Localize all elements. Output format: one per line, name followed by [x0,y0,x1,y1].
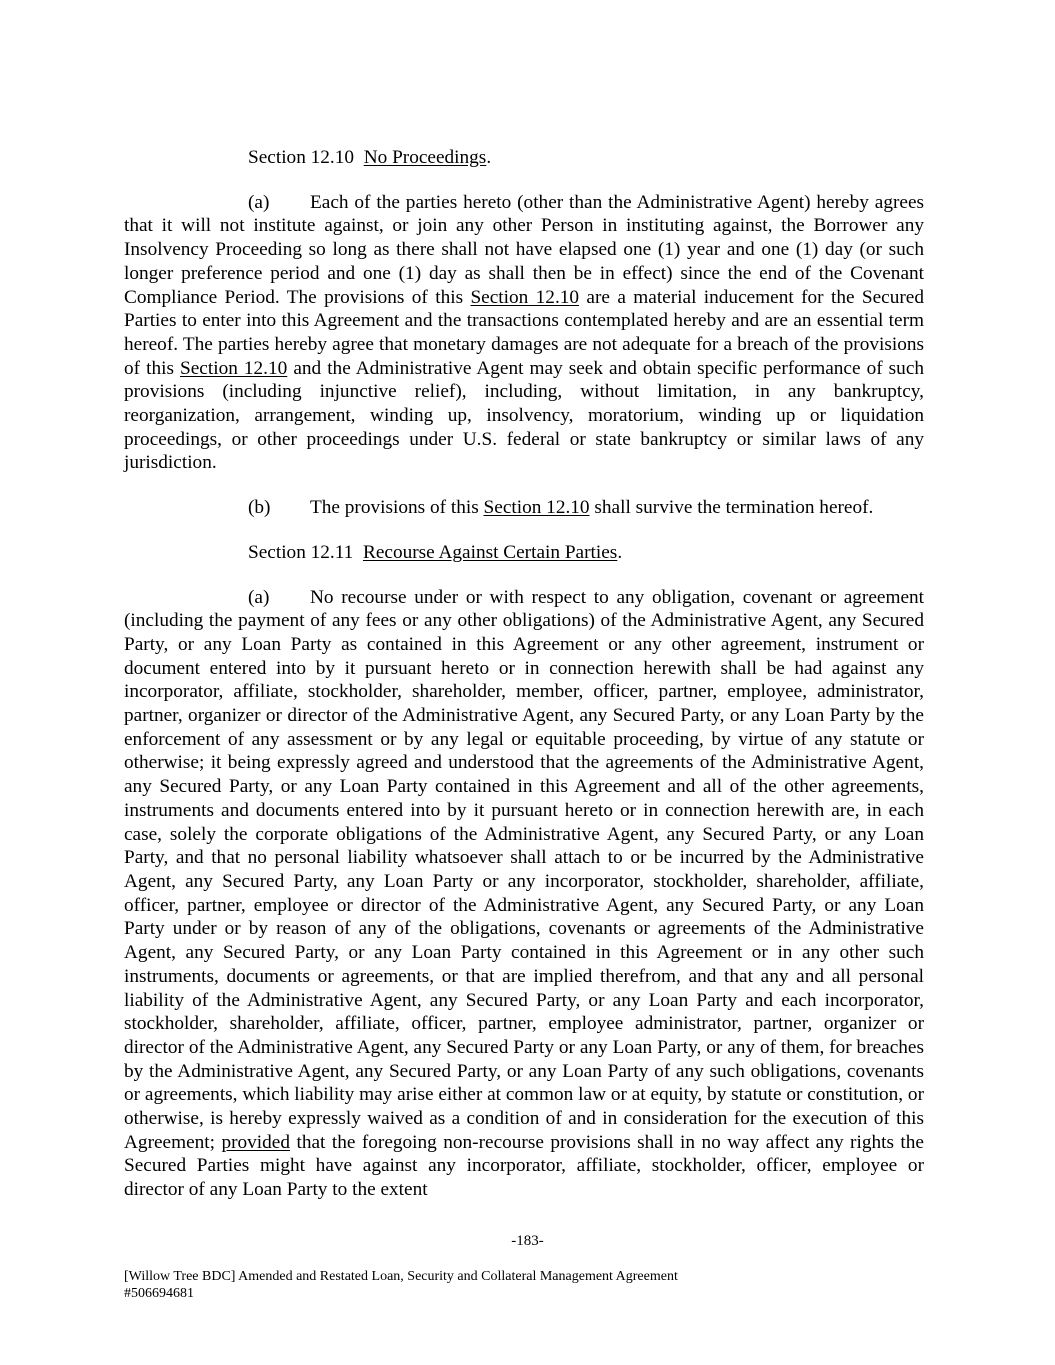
section-12-10-a [124,191,924,475]
cross-reference: Section 12.10 [180,357,288,379]
clause-text: No recourse under or with respect to any obligation, covenant or agreement (including the payment of any fees or any other obligations) of the Administrative Agent, any Secured Party, or any Loan Party as contained in this Agreement or any other agreement, instrument or document entered into by it pursuant hereto or in connection herewith shall be had against any incorporator, affiliate, stockholder, shareholder, member, officer, partner, employee, administrator, partner, organizer or director of the Administrative Agent, any Secured Party, or any Loan Party by the enforcement of any assessment or by any legal or equitable proceeding, by virtue of any statute or otherwise; it being expressly agreed and understood that the agreements of the Administrative Agent, any Secured Party, or any Loan Party contained in this Agreement and all of the other agreements, instruments and documents entered into by it pursuant hereto or in connection herewith are, in each case, solely the corporate obligations of the Administrative Agent, any Secured Party, or any Loan Party, and that no personal liability whatsoever shall attach to or be incurred by the Administrative Agent, any Secured Party, any Loan Party or any incorporator, stockholder, shareholder, affiliate, officer, partner, employee or director of the Administrative Agent, any Secured Party, or any Loan Party under or by reason of any of the obligations, covenants or agreements of the Administrative Agent, any Secured Party, or any Loan Party contained in this Agreement or in any other such instruments, documents or agreements, or that are implied therefrom, and that any and all personal liability of the Administrative Agent, any Secured Party, or any Loan Party and each incorporator, stockholder, shareholder, affiliate, officer, partner, employee administrator, partner, organizer or director of the Administrative Agent, any Secured Party or any Loan Party, or any of them, for breaches by the Administrative Agent, any Secured Party, or any Loan Party of any such obligations, covenants or agreements, which liability may arise either at common law or at equity, by statute or constitution, or otherwise, is hereby expressly waived as a condition of and in consideration for the execution of this Agreement; [124,586,924,1153]
section-title: Recourse Against Certain Parties [362,541,618,563]
clause-text: and the Administrative Agent may seek and obtain specific performance of such provisions (including injunctive relief), including, without limitation, in any bankruptcy, reorganization, arrangement, winding up, insolvency, moratorium, winding up or liquidation proceedings, or other proceedings under U.S. federal or state bankruptcy or similar laws of any jurisdiction. [124,357,925,474]
clause-text: shall survive the termination hereof. [594,497,874,519]
clause-text: that the foregoing non-recourse provisions shall in no way affect any rights the Secured Parties might have against any incorporator, affiliate, stockholder, officer, employee or director of any Loan Party to the extent [124,1131,924,1201]
document-footer [124,1268,678,1302]
body-text [124,146,924,1202]
cross-reference: Section 12.10 [470,286,580,308]
section-number: Section 12.10 [248,147,355,168]
section-number: Section 12.11 [248,541,354,563]
cross-reference: Section 12.10 [483,497,590,519]
clause-text: are a material inducement for the Secured Parties to enter into this Agreement and the transactions contemplated hereby and are an essential term hereof. The parties hereby agree that monetary damages are not adequate for a breach of the provisions of this [124,286,924,379]
clause-label: (b) [248,497,271,519]
footer-doc-id: #506694681 [124,1286,194,1301]
section-12-10-b [124,496,924,520]
section-12-11-heading: Section 12.11 Recourse Against Certain Parties. [248,541,623,563]
clause-label: (a) [248,191,270,213]
footer-title: [Willow Tree BDC] Amended and Restated Loan, Security and Collateral Management Agreement [124,1269,678,1284]
clause-text: The provisions of this [310,497,479,519]
clause-label: (a) [248,586,270,608]
clause-text: Each of the parties hereto (other than the Administrative Agent) hereby agrees that it will not institute against, or join any other Person in instituting against, the Borrower any Insolvency Proceeding so long as there shall not have elapsed one (1) year and one (1) day (or such longer preference period and one (1) day as shall then be in effect) since the end of the Covenant Compliance Period. The provisions of this [124,191,924,308]
section-12-11-a [124,586,924,1202]
page-number: -183- [511,1233,544,1249]
section-title: No Proceedings [363,147,487,168]
section-12-10-heading: Section 12.10 No Proceedings. [248,147,492,168]
defined-term-provided: provided [221,1131,291,1153]
